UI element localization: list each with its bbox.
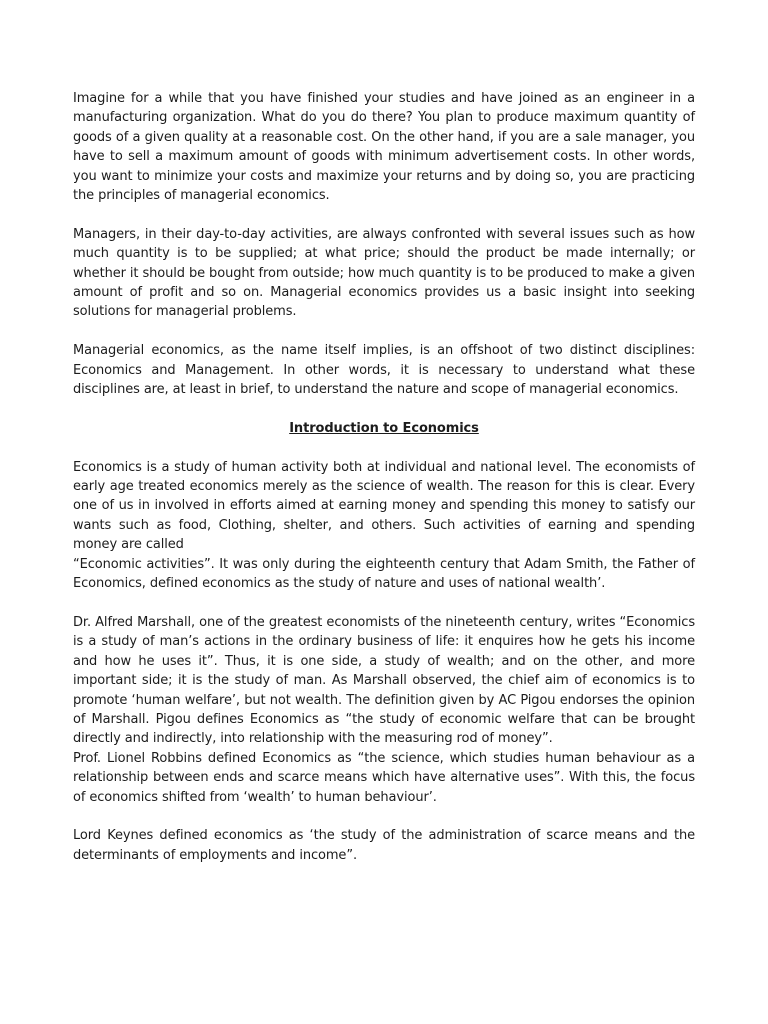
paragraph-adam-smith: “Economic activities”. It was only during the eighteenth century that Adam Smith, the Father of Economics, defined economics as the study of nature and uses of national wealth’.: [73, 556, 695, 592]
paragraph-intro: Imagine for a while that you have finished your studies and have joined as an engineer in a manufacturing organization. What do you do there? You plan to produce maximum quantity of goods of a given quality at a reasonable cost. On the other hand, if you are a sale manager, you have to sell a maximum amount of goods with minimum advertisement costs. In other words, you want to minimize your costs and maximize your returns and by doing so, you are practicing the principles of managerial economics.: [73, 91, 695, 204]
paragraph-keynes: Lord Keynes defined economics as ‘the study of the administration of scarce means and the determinants of employments and income”.: [73, 828, 695, 863]
section-heading: Introduction to Economics: [289, 420, 479, 436]
paragraph-robbins: Prof. Lionel Robbins defined Economics as “the science, which studies human behaviour as a relationship between ends and scarce means which have alternative uses”. With this, the focus of economics shifted from ‘wealth’ to human behaviour’.: [73, 750, 695, 805]
paragraph-managers: Managers, in their day-to-day activities, are always confronted with several issues such as how much quantity is to be supplied; at what price; should the product be made internally; or whether it should be bought from outside; how much quantity is to be produced to make a given amount of profit and so on. Managerial economics provides us a basic insight into seeking solutions for managerial problems.: [73, 226, 695, 320]
paragraph-marshall: Dr. Alfred Marshall, one of the greatest economists of the nineteenth century, writes “Economics is a study of man’s actions in the ordinary business of life: it enquires how he gets his income and how he uses it”. Thus, it is one side, a study of wealth; and on the other, and more important side; it is the study of man. As Marshall observed, the chief aim of economics is to promote ‘human welfare’, but not wealth. The definition given by AC Pigou endorses the opinion of Marshall. Pigou defines Economics as “the study of economic welfare that can be brought directly and indirectly, into relationship with the measuring rod of money”.: [73, 614, 695, 747]
paragraph-economics-study: Economics is a study of human activity both at individual and national level. The economists of early age treated economics merely as the science of wealth. The reason for this is clear. Every one of us in involved in efforts aimed at earning money and spending this money to satisfy our wants such as food, Clothing, shelter, and others. Such activities of earning and spending money are called: [73, 459, 695, 553]
paragraph-disciplines: Managerial economics, as the name itself implies, is an offshoot of two distinct disciplines: Economics and Management. In other words, it is necessary to understand what these disciplines are, at least in brief, to understand the nature and scope of managerial economics.: [73, 343, 695, 398]
document-page: [73, 89, 695, 865]
